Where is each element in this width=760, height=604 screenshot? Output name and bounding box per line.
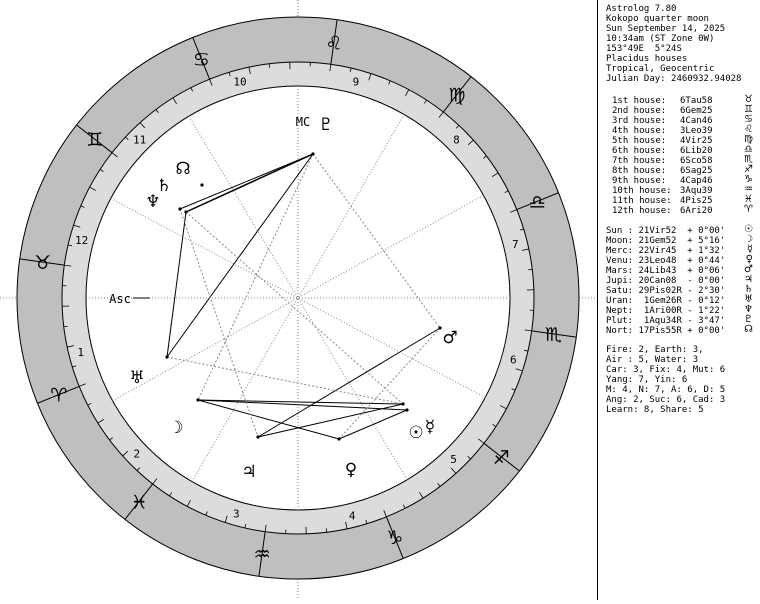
- planet-icon: ♅: [744, 295, 753, 305]
- mercury-icon: ☿: [425, 417, 435, 437]
- house-label: 11th house:: [612, 196, 672, 206]
- jupiter-icon: ♃: [241, 462, 256, 482]
- house-label: 12th house:: [612, 206, 672, 216]
- house-cusp: 3Aqu39: [680, 186, 713, 196]
- planet-position: Moon: 21Gem52 + 5°16': [606, 236, 725, 246]
- planet-icon: ♀: [746, 255, 753, 265]
- scorpio-icon: ♏: [545, 324, 562, 346]
- planet-position: Satu: 29Pis02R - 2°30': [606, 286, 725, 296]
- house-label: 10th house:: [612, 186, 672, 196]
- planet-position: Plut: 1Aqu34R - 3°47': [606, 316, 725, 326]
- house-cusp: 6Gem25: [680, 106, 713, 116]
- planet-row: [606, 306, 753, 316]
- libra-icon: ♎: [529, 191, 546, 213]
- mars-icon: ♂: [442, 328, 457, 348]
- chart-name: Kokopo quarter moon: [606, 14, 709, 24]
- house-row: [612, 196, 753, 206]
- house-number: 12: [75, 234, 88, 247]
- planet-position: Mars: 24Lib43 + 0°06': [606, 266, 725, 276]
- sign-icon: ♍: [744, 135, 753, 145]
- element-count-2: Air : 5, Water: 3: [606, 355, 698, 365]
- sign-icon: ♒: [744, 185, 753, 195]
- house-number: 3: [233, 507, 240, 520]
- planet-position-dot: [311, 152, 314, 155]
- julian-day: Julian Day: 2460932.94028: [606, 74, 741, 84]
- house-number: 7: [512, 238, 519, 251]
- house-label: 3rd house:: [612, 116, 666, 126]
- planet-row: [606, 256, 753, 266]
- modality-count: Car: 3, Fix: 4, Mut: 6: [606, 365, 725, 375]
- chart-location: 153°49E 5°24S: [606, 44, 682, 54]
- pisces-icon: ♓: [131, 491, 148, 513]
- house-label: 4th house:: [612, 126, 666, 136]
- planet-position: Merc: 22Vir45 + 1°32': [606, 246, 725, 256]
- planet-row: [606, 246, 753, 256]
- capricorn-icon: ♑: [386, 527, 403, 549]
- house-label: 5th house:: [612, 136, 666, 146]
- house-row: [612, 156, 753, 166]
- planet-row: [606, 276, 753, 286]
- house-row: [612, 136, 753, 146]
- planet-position-dot: [438, 326, 441, 329]
- sign-icon: ♎: [744, 145, 753, 155]
- house-label: 9th house:: [612, 176, 666, 186]
- sign-icon: ♊: [744, 105, 753, 115]
- planet-position-dot: [200, 183, 203, 186]
- house-row: [612, 116, 753, 126]
- app-title: Astrolog 7.80: [606, 4, 676, 14]
- house-cusp: 6Sco58: [680, 156, 713, 166]
- venus-icon: ♀: [345, 460, 357, 480]
- learn-share-count: Learn: 8, Share: 5: [606, 405, 704, 415]
- planet-position-dot: [337, 437, 340, 440]
- house-label: 2nd house:: [612, 106, 666, 116]
- planet-icon: ♃: [744, 275, 753, 285]
- planet-position: Jupi: 20Can08 - 0°00': [606, 276, 725, 286]
- north-node-icon: ☊: [175, 159, 190, 179]
- house-label: 1st house:: [612, 96, 666, 106]
- angularity-count: Ang: 2, Suc: 6, Cad: 3: [606, 395, 725, 405]
- house-cusp: 4Cap46: [680, 176, 713, 186]
- sign-icon: ♋: [744, 115, 753, 125]
- planet-row: [606, 286, 753, 296]
- house-row: [612, 106, 753, 116]
- zodiac-type: Tropical, Geocentric: [606, 64, 714, 74]
- house-cusp: 6Lib20: [680, 146, 713, 156]
- house-number: 10: [233, 76, 246, 89]
- planet-icon: ♆: [744, 305, 753, 315]
- house-label: 8th house:: [612, 166, 666, 176]
- house-row: [612, 96, 753, 106]
- house-cusp: 6Ari20: [680, 206, 713, 216]
- house-number: 4: [349, 509, 356, 522]
- house-row: [612, 146, 753, 156]
- house-label: 7th house:: [612, 156, 666, 166]
- house-row: [612, 166, 753, 176]
- house-row: [612, 186, 753, 196]
- planet-row: [606, 316, 753, 326]
- house-number: 2: [134, 448, 141, 461]
- house-label: 6th house:: [612, 146, 666, 156]
- quadrant-count: M: 4, N: 7, A: 6, D: 5: [606, 385, 725, 395]
- house-row: [612, 206, 753, 216]
- planet-icon: ☿: [747, 245, 753, 255]
- planet-position: Uran: 1Gem26R - 0°12': [606, 296, 725, 306]
- house-number: 1: [77, 346, 84, 359]
- house-number: 11: [133, 134, 146, 147]
- taurus-icon: ♉: [34, 252, 51, 274]
- house-cusp: 3Leo39: [680, 126, 713, 136]
- aries-icon: ♈: [50, 385, 67, 407]
- sign-icon: ♈: [744, 205, 753, 215]
- polarity-count: Yang: 7, Yin: 6: [606, 375, 687, 385]
- planet-row: [606, 236, 753, 246]
- ascendant-label: Asc: [109, 292, 131, 306]
- house-number: 5: [450, 453, 457, 466]
- house-row: [612, 126, 753, 136]
- planet-icon: ☊: [744, 325, 753, 335]
- gemini-icon: ♊: [86, 129, 103, 151]
- virgo-icon: ♍: [448, 85, 465, 107]
- planet-position-dot: [405, 408, 408, 411]
- sign-icon: ♌: [744, 125, 753, 135]
- house-cusp: 6Sag25: [680, 166, 713, 176]
- house-number: 9: [353, 76, 360, 89]
- planet-icon: ☽: [744, 235, 753, 245]
- planet-icon: ♇: [744, 315, 753, 325]
- sign-icon: ♉: [744, 95, 753, 105]
- midheaven-label: MC: [296, 115, 310, 129]
- planet-icon: ♄: [744, 285, 753, 295]
- planet-row: [606, 326, 753, 336]
- sign-icon: ♑: [744, 175, 753, 185]
- sagittarius-icon: ♐: [493, 447, 510, 469]
- planet-position-dot: [256, 435, 259, 438]
- planet-position: Sun : 21Vir52 + 0°00': [606, 226, 725, 236]
- planet-position-dot: [165, 355, 168, 358]
- chart-time: 10:34am (ST Zone 0W): [606, 34, 714, 44]
- aquarius-icon: ♒: [254, 543, 271, 565]
- planet-row: [606, 266, 753, 276]
- sun-icon: ☉: [408, 423, 423, 443]
- planet-position: Nept: 1Ari00R - 1°22': [606, 306, 725, 316]
- pluto-icon: ♇: [318, 115, 333, 135]
- element-count-1: Fire: 2, Earth: 3,: [606, 345, 704, 355]
- planet-icon: ☉: [744, 225, 753, 235]
- sign-icon: ♏: [744, 155, 753, 165]
- info-panel: [597, 0, 760, 600]
- house-cusp: 4Vir25: [680, 136, 713, 146]
- house-cusp: 6Tau58: [680, 96, 713, 106]
- planet-row: [606, 226, 753, 236]
- cancer-icon: ♋: [193, 49, 210, 71]
- planet-position-dot: [178, 207, 181, 210]
- planet-position: Venu: 23Leo48 + 0°44': [606, 256, 725, 266]
- leo-icon: ♌: [325, 33, 342, 55]
- chart-date: Sun September 14, 2025: [606, 24, 725, 34]
- uranus-icon: ♅: [129, 368, 144, 388]
- planet-position-dot: [184, 210, 187, 213]
- planet-position-dot: [401, 402, 404, 405]
- house-cusp: 4Can46: [680, 116, 713, 126]
- planet-position: Nort: 17Pis55R + 0°00': [606, 326, 725, 336]
- house-number: 6: [510, 354, 517, 367]
- sign-icon: ♐: [744, 165, 753, 175]
- planet-icon: ♂: [744, 265, 753, 275]
- house-cusp: 4Pis25: [680, 196, 713, 206]
- house-system: Placidus houses: [606, 54, 687, 64]
- planet-row: [606, 296, 753, 306]
- sign-icon: ♓: [744, 195, 753, 205]
- house-row: [612, 176, 753, 186]
- saturn-icon: ♄: [156, 176, 171, 196]
- moon-icon: ☽: [168, 418, 183, 438]
- neptune-icon: ♆: [145, 192, 160, 212]
- house-number: 8: [453, 134, 460, 147]
- planet-position-dot: [196, 398, 199, 401]
